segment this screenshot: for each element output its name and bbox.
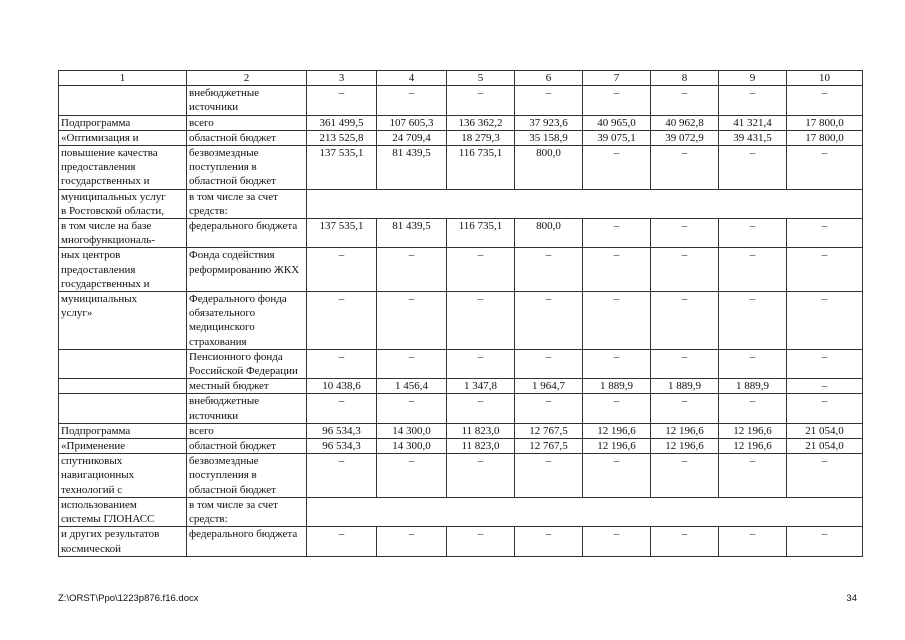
value-cell: – [583,454,651,498]
program-name-line: Подпрограмма [61,424,131,437]
program-name-line: космической [61,542,122,555]
program-name-cell [59,527,187,556]
program-name-cell [59,497,187,526]
source-cell: областной бюджет [187,439,307,454]
value-cell: 12 767,5 [515,423,583,438]
source-cell: всего [187,423,307,438]
program-name-line: использованием [61,498,137,511]
value-cell: 12 196,6 [719,423,787,438]
value-cell: – [583,146,651,190]
value-cell: – [447,349,515,378]
value-cell: – [515,292,583,350]
value-cell: – [787,379,863,394]
column-header: 4 [377,71,447,86]
program-name-line: повышение качества [61,147,158,160]
value-cell: – [583,394,651,423]
value-cell: – [515,349,583,378]
source-cell: федерального бюджета [187,527,307,556]
value-cell: – [307,527,377,556]
source-cell: местный бюджет [187,379,307,394]
column-header: 9 [719,71,787,86]
value-cell: – [307,394,377,423]
value-cell: – [719,292,787,350]
program-name-line: спутниковых [61,455,123,468]
program-name-cell [59,130,187,145]
value-cell: 1 889,9 [651,379,719,394]
value-cell: – [719,248,787,292]
source-cell: областной бюджет [187,130,307,145]
value-cell: – [377,454,447,498]
value-cell: 12 196,6 [651,439,719,454]
value-cell: – [515,454,583,498]
column-header: 1 [59,71,187,86]
value-cell: – [719,219,787,248]
value-cell: – [515,248,583,292]
source-cell: безвозмездные поступления в областной бюджет [187,146,307,190]
column-header: 2 [187,71,307,86]
column-header: 6 [515,71,583,86]
value-cell: 136 362,2 [447,115,515,130]
program-name-line: и других результатов [61,528,160,541]
program-name-line: в том числе на базе [61,220,152,233]
value-cell: 116 735,1 [447,219,515,248]
value-cell: 11 823,0 [447,439,515,454]
value-cell: – [377,394,447,423]
value-cell: – [447,394,515,423]
value-cell: – [307,292,377,350]
value-cell: – [719,454,787,498]
value-cell: 116 735,1 [447,146,515,190]
value-cell: – [377,527,447,556]
value-cell: – [651,146,719,190]
column-header: 5 [447,71,515,86]
value-cell: – [719,146,787,190]
source-cell: Федерального фонда обязательного медицинского страхования [187,292,307,350]
value-cell: 12 767,5 [515,439,583,454]
source-cell: в том числе за счет средств: [187,497,307,526]
program-name-cell [59,439,187,454]
merged-empty-cell [307,497,863,526]
value-cell: 21 054,0 [787,439,863,454]
value-cell: – [377,349,447,378]
value-cell: 12 196,6 [583,439,651,454]
value-cell: 37 923,6 [515,115,583,130]
table-row [59,527,863,556]
column-header: 10 [787,71,863,86]
value-cell: – [307,349,377,378]
value-cell: – [447,86,515,115]
table-row [59,130,863,145]
source-cell: федерального бюджета [187,219,307,248]
program-name-cell [59,394,187,423]
footer-page-number: 34 [846,593,857,604]
program-name-cell [59,454,187,498]
program-name-line: предоставления [61,263,136,276]
program-name-line: муниципальных услуг [61,190,166,203]
value-cell: 12 196,6 [583,423,651,438]
table-row [59,189,863,218]
program-name-line: «Оптимизация и [61,131,139,144]
value-cell: 81 439,5 [377,219,447,248]
footer-file-path: Z:\ORST\Ppo\1223p876.f16.docx [58,593,199,604]
value-cell: – [307,86,377,115]
table-row [59,454,863,498]
program-name-cell [59,379,187,394]
value-cell: 41 321,4 [719,115,787,130]
table-row [59,379,863,394]
column-header: 7 [583,71,651,86]
source-cell: Фонда содействия реформированию ЖКХ [187,248,307,292]
value-cell: – [377,292,447,350]
value-cell: – [583,248,651,292]
program-cell-empty [59,86,187,115]
program-name-cell [59,219,187,248]
value-cell: – [651,248,719,292]
header-row [59,71,863,86]
table-row [59,248,863,292]
value-cell: – [719,349,787,378]
program-name-line: государственных и [61,277,150,290]
table-row [59,292,863,350]
value-cell: – [377,248,447,292]
value-cell: 96 534,3 [307,439,377,454]
value-cell: – [651,394,719,423]
value-cell: 14 300,0 [377,423,447,438]
value-cell: 39 075,1 [583,130,651,145]
value-cell: 137 535,1 [307,146,377,190]
value-cell: – [651,454,719,498]
value-cell: 24 709,4 [377,130,447,145]
value-cell: – [651,219,719,248]
value-cell: – [787,527,863,556]
value-cell: – [377,86,447,115]
value-cell: 96 534,3 [307,423,377,438]
table-row [59,115,863,130]
value-cell: 17 800,0 [787,115,863,130]
value-cell: – [515,394,583,423]
value-cell: 1 889,9 [719,379,787,394]
value-cell: – [447,248,515,292]
table-row [59,146,863,190]
source-cell: всего [187,115,307,130]
program-name-line: «Применение [61,440,126,453]
value-cell: – [583,527,651,556]
table-row [59,394,863,423]
program-name-cell [59,292,187,350]
value-cell: 40 962,8 [651,115,719,130]
source-cell: безвозмездные поступления в областной бюджет [187,454,307,498]
merged-empty-cell [307,189,863,218]
value-cell: 800,0 [515,146,583,190]
value-cell: – [787,248,863,292]
program-name-cell [59,115,187,130]
value-cell: 107 605,3 [377,115,447,130]
value-cell: 39 431,5 [719,130,787,145]
value-cell: – [447,527,515,556]
value-cell: – [651,527,719,556]
program-name-cell [59,248,187,292]
table-row [59,439,863,454]
value-cell: – [307,454,377,498]
value-cell: 39 072,9 [651,130,719,145]
value-cell: – [787,86,863,115]
program-name-line: в Ростовской области, [61,204,165,217]
budget-table [58,70,863,557]
value-cell: 35 158,9 [515,130,583,145]
value-cell: – [447,454,515,498]
source-cell: внебюджетные источники [187,394,307,423]
program-name-line: муниципальных [61,293,138,306]
value-cell: 11 823,0 [447,423,515,438]
column-header: 3 [307,71,377,86]
program-name-line: системы ГЛОНАСС [61,513,155,526]
value-cell: 40 965,0 [583,115,651,130]
program-name-cell [59,423,187,438]
value-cell: – [787,146,863,190]
value-cell: 81 439,5 [377,146,447,190]
value-cell: – [787,292,863,350]
value-cell: 17 800,0 [787,130,863,145]
value-cell: – [583,292,651,350]
value-cell: – [787,454,863,498]
table-row [59,219,863,248]
value-cell: 12 196,6 [651,423,719,438]
table-row [59,423,863,438]
value-cell: – [787,349,863,378]
value-cell: – [787,394,863,423]
value-cell: – [651,349,719,378]
program-name-line: услуг» [61,307,93,320]
value-cell: 361 499,5 [307,115,377,130]
program-name-line: ных центров [61,249,121,262]
value-cell: – [307,248,377,292]
value-cell: 1 964,7 [515,379,583,394]
program-name-line: предоставления [61,161,136,174]
value-cell: – [583,349,651,378]
value-cell: 1 456,4 [377,379,447,394]
program-name-line: навигационных [61,469,135,482]
value-cell: – [515,86,583,115]
value-cell: 137 535,1 [307,219,377,248]
value-cell: 21 054,0 [787,423,863,438]
program-name-line: Подпрограмма [61,116,131,129]
source-cell: в том числе за счет средств: [187,189,307,218]
source-cell: внебюджетные источники [187,86,307,115]
value-cell: – [719,86,787,115]
table-row [59,497,863,526]
source-cell: Пенсионного фонда Российской Федерации [187,349,307,378]
program-name-line: многофункциональ- [61,234,155,247]
table-body [59,71,863,557]
value-cell: – [651,292,719,350]
value-cell: – [787,219,863,248]
value-cell: 12 196,6 [719,439,787,454]
value-cell: 800,0 [515,219,583,248]
program-name-cell [59,189,187,218]
program-name-line: государственных и [61,175,150,188]
program-name-line: технологий с [61,483,123,496]
value-cell: – [719,394,787,423]
column-header: 8 [651,71,719,86]
program-name-cell [59,146,187,190]
value-cell: – [447,292,515,350]
value-cell: – [515,527,583,556]
program-name-cell [59,349,187,378]
table-row [59,349,863,378]
value-cell: – [719,527,787,556]
value-cell: 14 300,0 [377,439,447,454]
value-cell: – [583,86,651,115]
value-cell: 10 438,6 [307,379,377,394]
table-row [59,86,863,115]
value-cell: – [651,86,719,115]
value-cell: 18 279,3 [447,130,515,145]
value-cell: 1 347,8 [447,379,515,394]
value-cell: 1 889,9 [583,379,651,394]
value-cell: – [583,219,651,248]
value-cell: 213 525,8 [307,130,377,145]
